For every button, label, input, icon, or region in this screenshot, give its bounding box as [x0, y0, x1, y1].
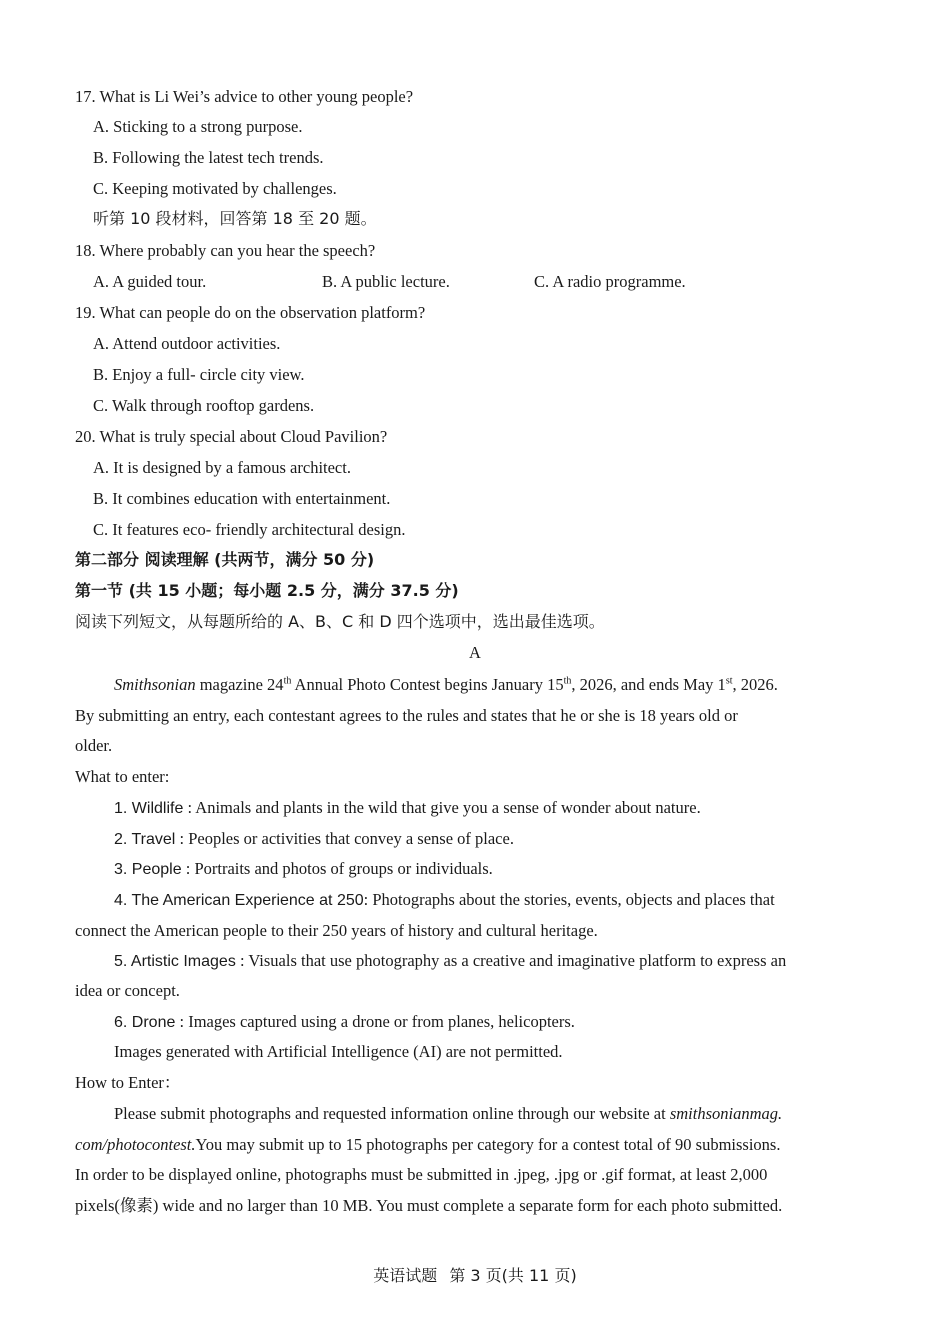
- category-american-experience-cont: connect the American people to their 250 years of history and cultural heritage.: [75, 921, 598, 940]
- q17-option-b: B. Following the latest tech trends.: [93, 148, 324, 167]
- q20-option-a: A. It is designed by a famous architect.: [93, 458, 351, 477]
- page-footer: [0, 1263, 950, 1286]
- category-artistic-images-cont: idea or concept.: [75, 981, 180, 1000]
- category-travel: 2. Travel : Peoples or activities that convey a sense of place.: [114, 829, 514, 848]
- reading-instruction: 阅读下列短文，从每题所给的 A、B、C 和 D 四个选项中，选出最佳选项。: [75, 612, 605, 631]
- category-american-experience: 4. The American Experience at 250: Photographs about the stories, events, objects and places that: [114, 890, 775, 909]
- intro-line-2: By submitting an entry, each contestant agrees to the rules and states that he or she is 18 years old or: [75, 706, 738, 725]
- q18-option-c: C. A radio programme.: [534, 272, 686, 291]
- q17-option-c: C. Keeping motivated by challenges.: [93, 179, 337, 198]
- q20-option-c: C. It features eco- friendly architectural design.: [93, 520, 406, 539]
- footer-page-number: 第 3 页(共 11 页): [449, 1266, 577, 1285]
- magazine-name: Smithsonian: [114, 675, 196, 694]
- intro-line-1: Smithsonian magazine 24th Annual Photo Contest begins January 15th, 2026, and ends May 1st, 2026.: [114, 675, 778, 694]
- question-19: 19. What can people do on the observation platform?: [75, 303, 426, 322]
- intro-line-3: older.: [75, 736, 113, 755]
- q19-option-a: A. Attend outdoor activities.: [93, 334, 281, 353]
- q20-option-b: B. It combines education with entertainment.: [93, 489, 391, 508]
- q18-option-b: B. A public lecture.: [322, 272, 450, 291]
- q19-option-c: C. Walk through rooftop gardens.: [93, 396, 315, 415]
- question-20: 20. What is truly special about Cloud Pavilion?: [75, 427, 388, 446]
- how-line-4: pixels(像素) wide and no larger than 10 MB. You must complete a separate form for each photo submitted.: [75, 1196, 783, 1215]
- part-two-title: 第二部分 阅读理解 (共两节，满分 50 分): [75, 550, 375, 569]
- how-line-3: In order to be displayed online, photographs must be submitted in .jpeg, .jpg or .gif format, at least 2,000: [75, 1165, 768, 1184]
- question-17: 17. What is Li Wei’s advice to other young people?: [75, 87, 414, 106]
- category-artistic-images: 5. Artistic Images : Visuals that use photography as a creative and imaginative platform to express an: [114, 951, 787, 970]
- category-people: 3. People : Portraits and photos of groups or individuals.: [114, 859, 493, 878]
- q18-option-a: A. A guided tour.: [93, 272, 207, 291]
- how-to-enter-heading: How to Enter：: [75, 1073, 181, 1092]
- instruction-material-10: 听第 10 段材料，回答第 18 至 20 题。: [93, 209, 377, 228]
- category-drone: 6. Drone : Images captured using a drone or from planes, helicopters.: [114, 1012, 575, 1031]
- how-line-2: com/photocontest.You may submit up to 15 photographs per category for a contest total of 90 submissions.: [75, 1135, 781, 1154]
- what-to-enter-heading: What to enter:: [75, 767, 170, 786]
- footer-subject: 英语试题: [373, 1266, 438, 1285]
- category-wildlife: 1. Wildlife : Animals and plants in the wild that give you a sense of wonder about nature.: [114, 798, 701, 817]
- how-line-1: Please submit photographs and requested information online through our website at smithsonianmag.: [114, 1104, 783, 1123]
- q19-option-b: B. Enjoy a full- circle city view.: [93, 365, 305, 384]
- question-18: 18. Where probably can you hear the speech?: [75, 241, 376, 260]
- ai-note: Images generated with Artificial Intelligence (AI) are not permitted.: [114, 1042, 563, 1061]
- passage-label: A: [469, 643, 481, 662]
- q17-option-a: A. Sticking to a strong purpose.: [93, 117, 303, 136]
- section-one-title: 第一节 (共 15 小题；每小题 2.5 分，满分 37.5 分): [75, 581, 459, 600]
